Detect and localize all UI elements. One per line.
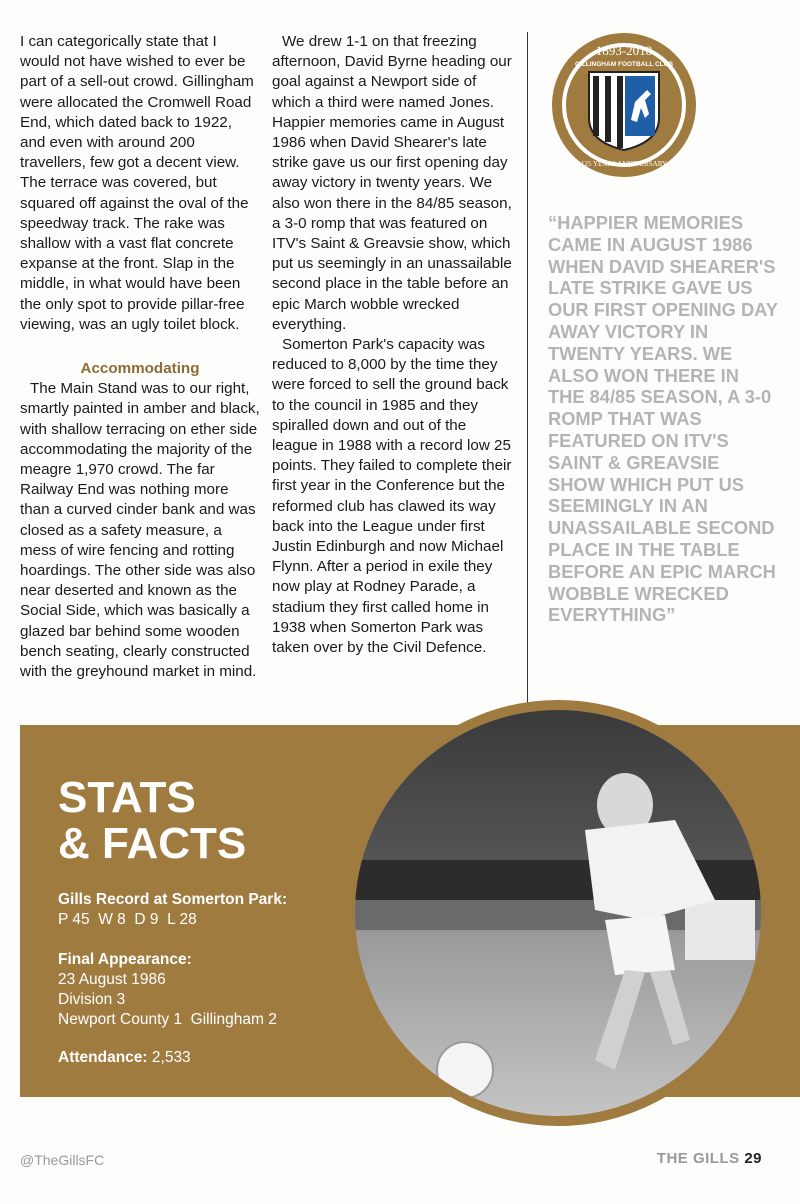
page-number: 29 — [744, 1150, 762, 1167]
stats-title — [58, 775, 246, 867]
final-appearance-block — [58, 950, 277, 1030]
final-appearance-label: Final Appearance: — [58, 951, 192, 968]
article-paragraph: We drew 1-1 on that freezing afternoon, David Byrne heading our goal against a Newport side of which a third were named Jones. Happier memories came in August 1986 when David Shearer's late strike gave us our first opening day away victory in twenty years. We also won there in the 84/85 season, a 3-0 romp that was featured on ITV's Saint & Greavsie show, which put us seemingly in an unassailable second place in the table before an epic March wobble wrecked everything. — [272, 33, 512, 333]
crest-anniversary: 125 YEARS ANNIVERSARY — [580, 160, 668, 168]
magazine-name: THE GILLS — [656, 1150, 740, 1167]
article-paragraph: I can categorically state that I would not have wished to ever be part of a sell-out crowd. Gillingham were allocated the Cromwell Road End, which dated back to 1922, and even with around 200 travellers, few got a decent view. The terrace was covered, but squared off against the oval of the speedway track. The rake was shallow with a vast flat concrete expanse at the front. Slap in the middle, in what would have been the only spot to provide pillar-free viewing, was an ugly toilet block. — [20, 33, 254, 333]
stats-title-line: STATS — [58, 773, 196, 822]
article-column-1 — [20, 32, 260, 682]
crest-club-name: GILLINGHAM FOOTBALL CLUB — [574, 61, 674, 68]
article-paragraph: The Main Stand was to our right, smartly painted in amber and black, with shallow terracing on ether side accommodating the majority of the meagre 1,970 crowd. The far Railway End was nothing more than a curved cinder bank and was closed as a safety measure, a mess of wire fencing and rotting hoardings. The other side was also near deserted and known as the Social Side, which was basically a glazed bar behind some wooden bench seating, clearly constructed with the greyhound market in mind. — [20, 380, 260, 681]
stats-title-line: & FACTS — [58, 819, 247, 868]
page-footer — [657, 1150, 762, 1167]
attendance-value: 2,533 — [151, 1049, 191, 1066]
twitter-handle: @TheGillsFC — [20, 1152, 105, 1168]
record-block — [58, 890, 287, 930]
column-divider — [527, 32, 528, 707]
club-crest-logo — [549, 30, 699, 180]
final-appearance-date: 23 August 1986 — [58, 971, 166, 988]
attendance-block — [58, 1048, 191, 1068]
pull-quote: “HAPPIER MEMORIES CAME IN AUGUST 1986 WHEN DAVID SHEARER'S LATE STRIKE GAVE US OUR FIRST OPENING DAY AWAY VICTORY IN TWENTY YEARS. WE ALSO WON THERE IN THE 84/85 SEASON, A 3-0 ROMP THAT WAS FEATURED ON ITV'S SAINT & GREAVSIE SHOW WHICH PUT US SEEMINGLY IN AN UNASSAILABLE SECOND PLACE IN THE TABLE BEFORE AN EPIC MARCH WOBBLE WRECKED EVERYTHING” — [548, 212, 778, 626]
match-photo — [345, 700, 771, 1126]
attendance-label: Attendance: — [58, 1049, 148, 1066]
article-paragraph: Somerton Park's capacity was reduced to 8,000 by the time they were forced to sell the ground back to the council in 1985 and they spiralled down and out of the league in 1988 with a record low 25 points. They failed to complete their first year in the Conference but the reformed club has clawed its way back into the League under first Justin Edinburgh and now Michael Flynn. After a period in exile they now play at Rodney Parade, a stadium they first called home in 1938 when Somerton Park was taken over by the Civil Defence. — [272, 336, 512, 657]
final-appearance-score: Newport County 1 Gillingham 2 — [58, 1011, 277, 1028]
record-label: Gills Record at Somerton Park: — [58, 891, 288, 908]
article-column-2 — [272, 32, 514, 658]
final-appearance-division: Division 3 — [58, 991, 126, 1008]
record-value: P 45 W 8 D 9 L 28 — [58, 911, 197, 928]
subheading: Accommodating — [80, 360, 200, 378]
crest-years: 1893-2018 — [595, 43, 653, 58]
